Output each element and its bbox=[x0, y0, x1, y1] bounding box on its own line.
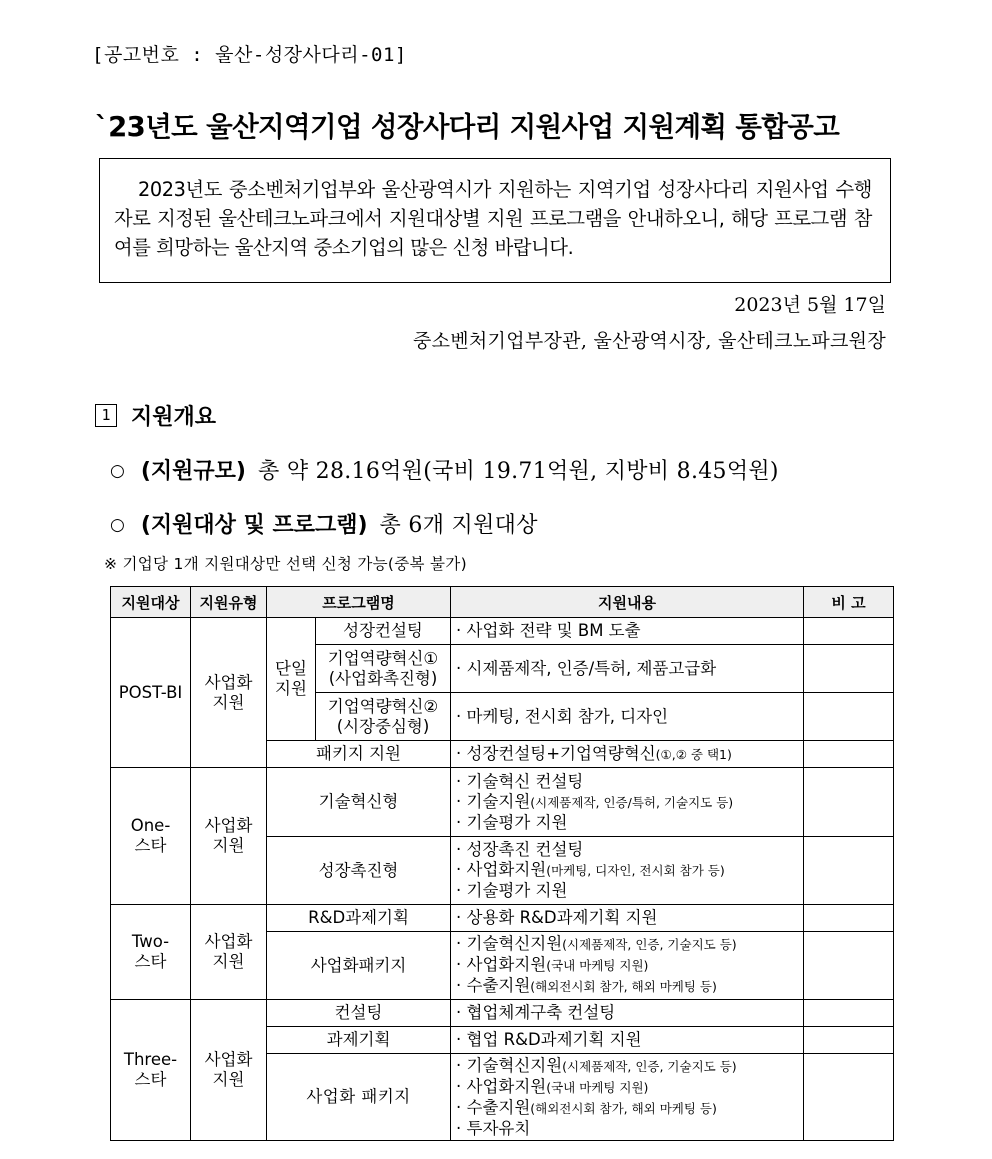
type-cell: 사업화 지원 bbox=[191, 1000, 267, 1141]
remarks-cell bbox=[804, 1027, 894, 1054]
type-cell: 사업화 지원 bbox=[191, 768, 267, 905]
program-cell: 과제기획 bbox=[267, 1027, 451, 1054]
program-cell: R&D과제기획 bbox=[267, 905, 451, 932]
remarks-cell bbox=[804, 837, 894, 905]
table-row bbox=[111, 768, 894, 837]
content-cell: · 기술혁신지원(시제품제작, 인증, 기술지도 등) · 사업화지원(국내 마케팅 지원) · 수출지원(해외전시회 참가, 해외 마케팅 등) bbox=[451, 932, 804, 1000]
program-cell: 기업역량혁신① (사업화촉진형) bbox=[316, 645, 451, 693]
target-cell: POST-BI bbox=[111, 618, 191, 768]
announcement-date: 2023년 5월 17일 bbox=[734, 294, 886, 316]
support-program-table bbox=[110, 586, 894, 1141]
remarks-cell bbox=[804, 693, 894, 741]
type-cell: 사업화 지원 bbox=[191, 905, 267, 1000]
notice-number: [공고번호 : 울산-성장사다리-01] bbox=[92, 44, 407, 66]
section-number: 1 bbox=[95, 404, 117, 427]
remarks-cell bbox=[804, 768, 894, 837]
content-cell: · 성장촉진 컨설팅 · 사업화지원(마케팅, 디자인, 전시회 참가 등) · 기술평가 지원 bbox=[451, 837, 804, 905]
header-content: 지원내용 bbox=[451, 587, 804, 618]
content-cell: · 시제품제작, 인증/특허, 제품고급화 bbox=[451, 645, 804, 693]
remarks-cell bbox=[804, 932, 894, 1000]
header-program: 프로그램명 bbox=[267, 587, 451, 618]
bullet-text: 총 약 28.16억원(국비 19.71억원, 지방비 8.45억원) bbox=[257, 459, 779, 484]
remarks-cell bbox=[804, 905, 894, 932]
program-cell: 기업역량혁신② (시장중심형) bbox=[316, 693, 451, 741]
content-cell: · 기술혁신 컨설팅 · 기술지원(시제품제작, 인증/특허, 기술지도 등) · 기술평가 지원 bbox=[451, 768, 804, 837]
program-cell: 성장컨설팅 bbox=[316, 618, 451, 645]
program-cell: 패키지 지원 bbox=[267, 741, 451, 768]
bullet-text: 총 6개 지원대상 bbox=[379, 513, 538, 538]
table-row bbox=[111, 1000, 894, 1027]
circle-bullet-icon: ○ bbox=[110, 461, 125, 481]
announcement-signers: 중소벤처기업부장관, 울산광역시장, 울산테크노파크원장 bbox=[412, 330, 886, 352]
program-cell: 기술혁신형 bbox=[267, 768, 451, 837]
remarks-cell bbox=[804, 1000, 894, 1027]
table-row bbox=[111, 618, 894, 645]
bullet-support-scale bbox=[110, 454, 779, 485]
section-heading bbox=[95, 400, 216, 431]
content-cell: · 성장컨설팅+기업역량혁신(①,② 중 택1) bbox=[451, 741, 804, 768]
section-title: 지원개요 bbox=[131, 405, 217, 430]
content-cell: · 협업체계구축 컨설팅 bbox=[451, 1000, 804, 1027]
remarks-cell bbox=[804, 741, 894, 768]
remarks-cell bbox=[804, 618, 894, 645]
page-title: `23년도 울산지역기업 성장사다리 지원사업 지원계획 통합공고 bbox=[95, 111, 840, 143]
circle-bullet-icon: ○ bbox=[110, 515, 125, 535]
bullet-heading: (지원규모) bbox=[140, 459, 246, 484]
content-cell: · 협업 R&D과제기획 지원 bbox=[451, 1027, 804, 1054]
single-support-cell: 단일 지원 bbox=[267, 618, 316, 741]
content-cell: · 마케팅, 전시회 참가, 디자인 bbox=[451, 693, 804, 741]
header-type: 지원유형 bbox=[191, 587, 267, 618]
intro-box bbox=[99, 158, 891, 283]
program-cell: 컨설팅 bbox=[267, 1000, 451, 1027]
intro-text: 2023년도 중소벤처기업부와 울산광역시가 지원하는 지역기업 성장사다리 지원사업 수행자로 지정된 울산테크노파크에서 지원대상별 지원 프로그램을 안내하오니, 해당 프로그램 참여를 희망하는 울산지역 중소기업의 많은 신청 바랍니다. bbox=[114, 178, 872, 259]
table-row bbox=[111, 905, 894, 932]
table-header-row bbox=[111, 587, 894, 618]
target-cell: Two- 스타 bbox=[111, 905, 191, 1000]
remarks-cell bbox=[804, 1054, 894, 1141]
program-cell: 사업화 패키지 bbox=[267, 1054, 451, 1141]
target-cell: One- 스타 bbox=[111, 768, 191, 905]
header-remarks: 비 고 bbox=[804, 587, 894, 618]
program-cell: 사업화패키지 bbox=[267, 932, 451, 1000]
bullet-support-target bbox=[110, 508, 538, 539]
target-cell: Three- 스타 bbox=[111, 1000, 191, 1141]
content-cell: · 기술혁신지원(시제품제작, 인증, 기술지도 등) · 사업화지원(국내 마케팅 지원) · 수출지원(해외전시회 참가, 해외 마케팅 등) · 투자유치 bbox=[451, 1054, 804, 1141]
note-text: ※ 기업당 1개 지원대상만 선택 신청 가능(중복 불가) bbox=[104, 555, 467, 573]
content-cell: · 상용화 R&D과제기획 지원 bbox=[451, 905, 804, 932]
program-cell: 성장촉진형 bbox=[267, 837, 451, 905]
type-cell: 사업화 지원 bbox=[191, 618, 267, 768]
header-target: 지원대상 bbox=[111, 587, 191, 618]
remarks-cell bbox=[804, 645, 894, 693]
content-cell: · 사업화 전략 및 BM 도출 bbox=[451, 618, 804, 645]
bullet-heading: (지원대상 및 프로그램) bbox=[140, 513, 368, 538]
